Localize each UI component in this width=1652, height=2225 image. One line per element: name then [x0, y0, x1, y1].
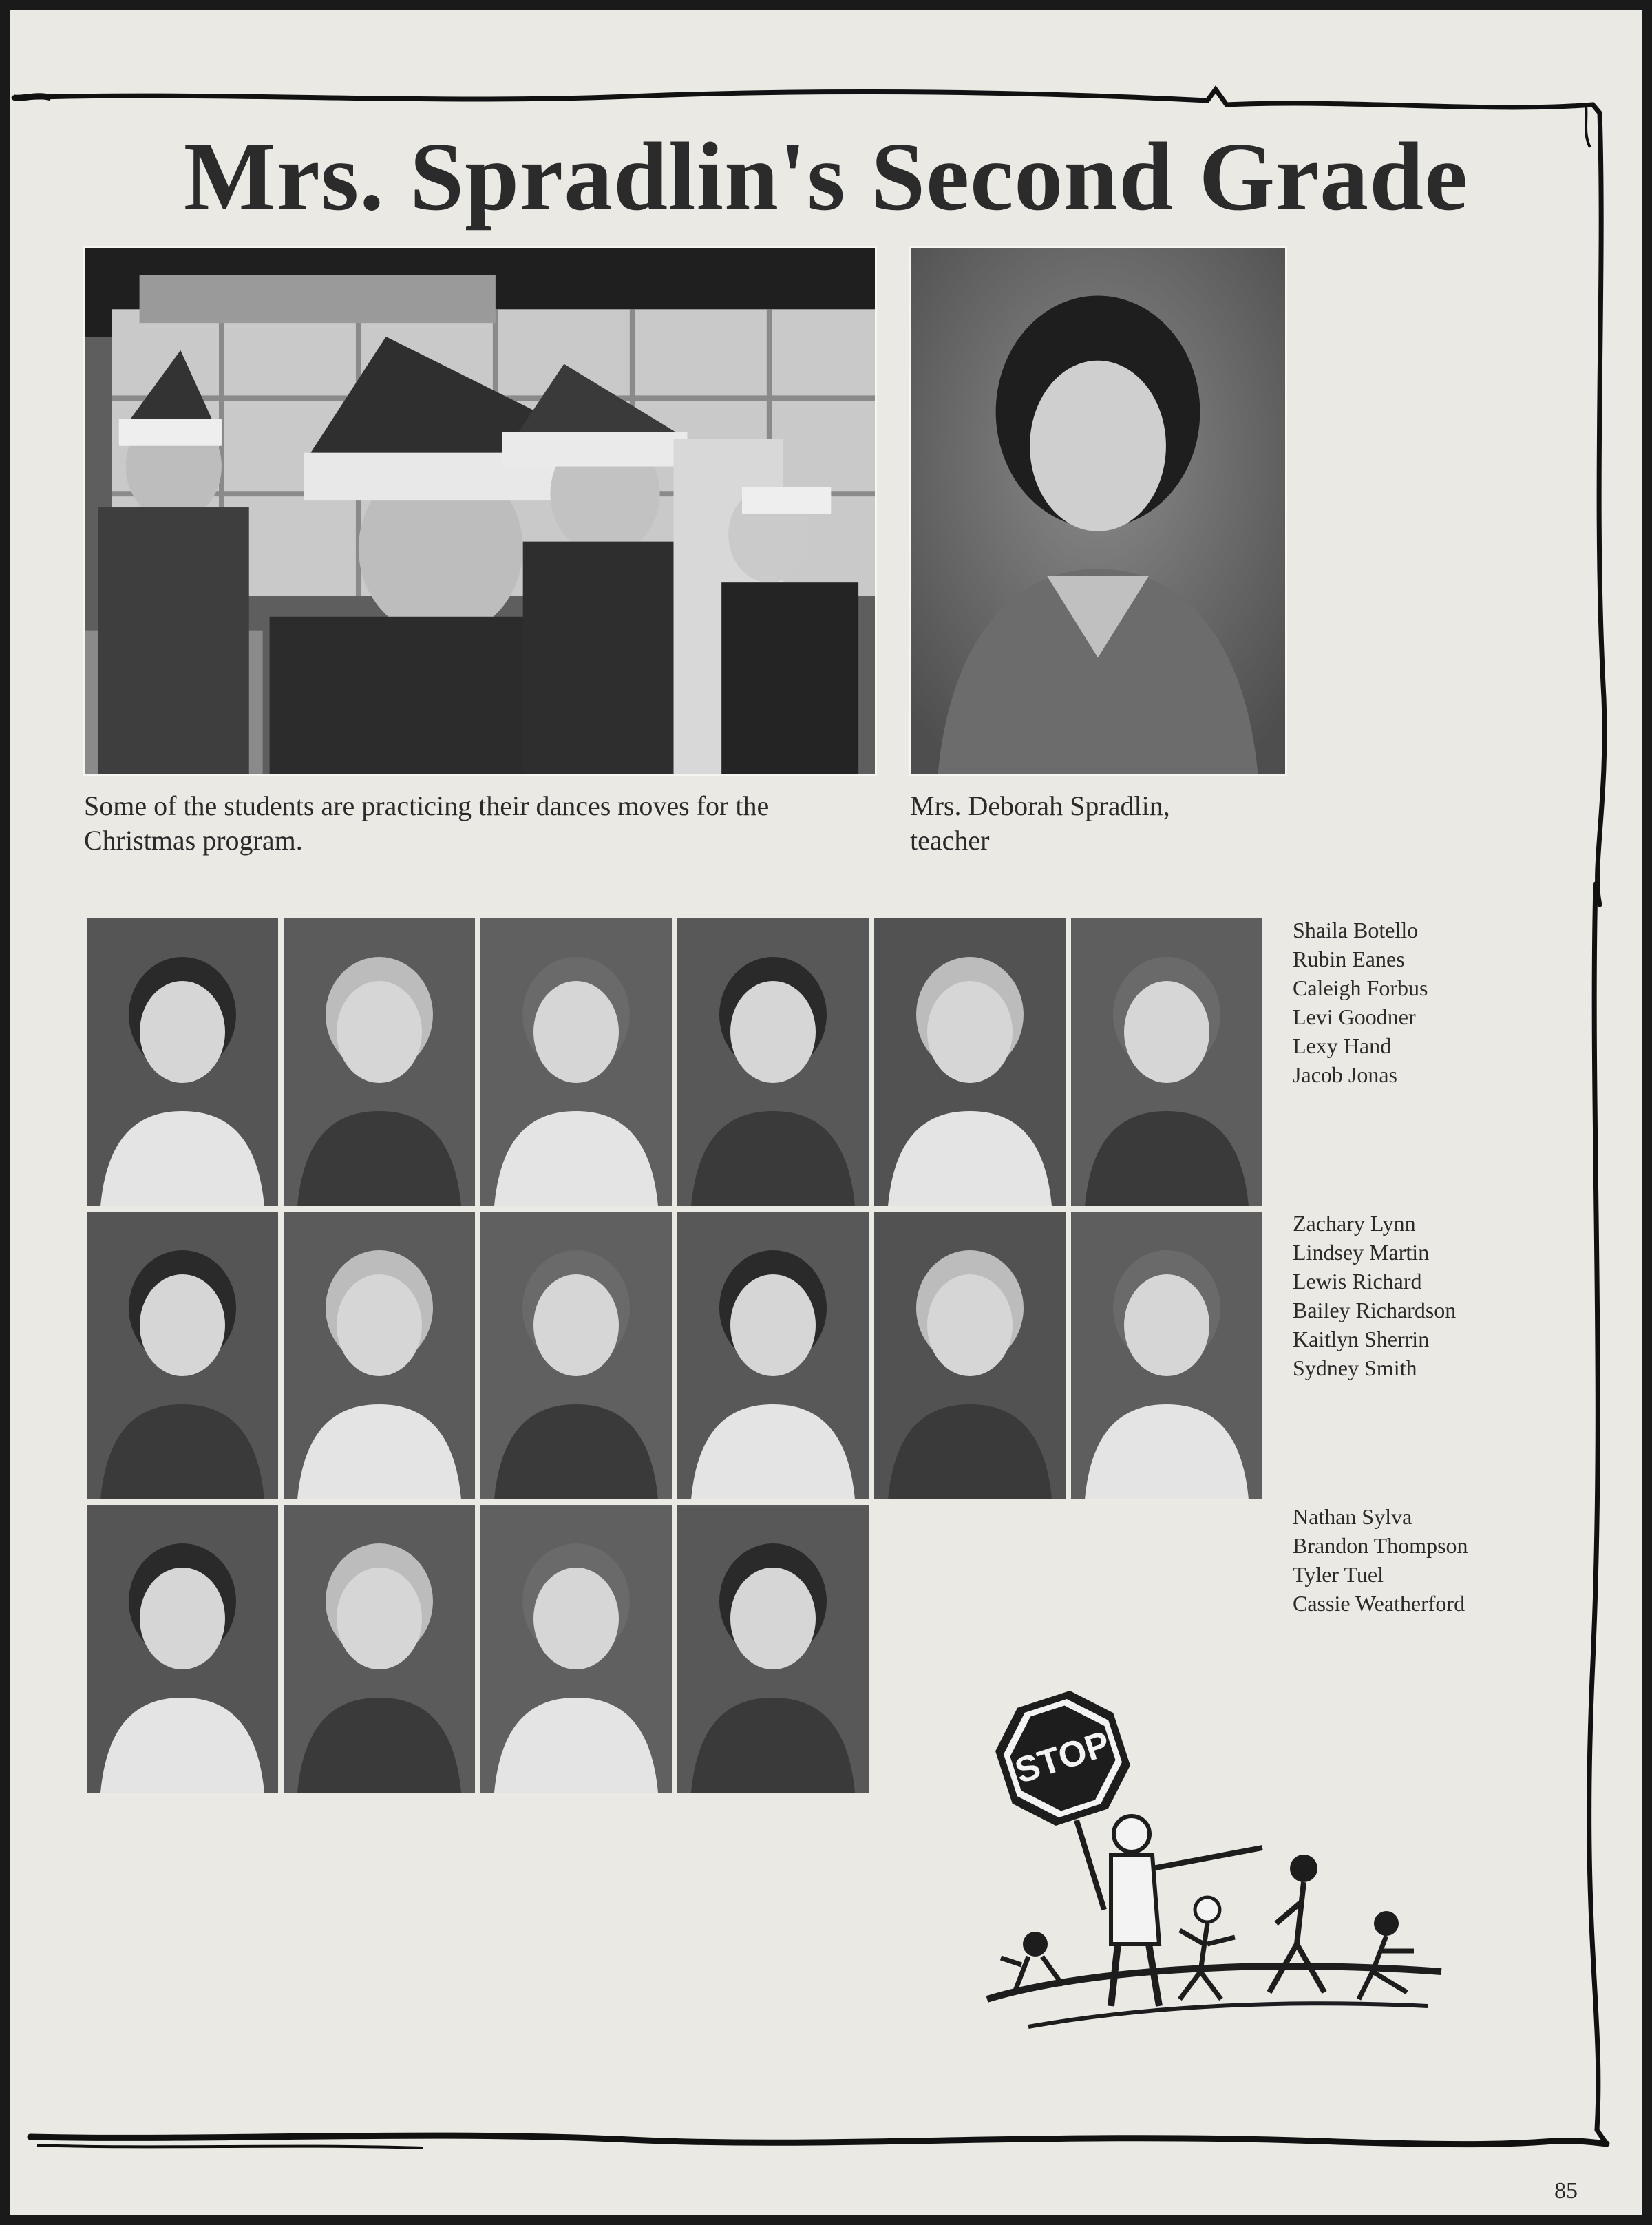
- student-name: Zachary Lynn: [1293, 1211, 1416, 1236]
- stop-sign-text: STOP: [1010, 1723, 1115, 1792]
- group-photo: [83, 246, 877, 776]
- student-portrait: [677, 1505, 869, 1793]
- page-number: 85: [1554, 2178, 1578, 2204]
- student-name: Caleigh Forbus: [1293, 976, 1428, 1000]
- student-name: Lindsey Martin: [1293, 1240, 1430, 1265]
- student-portrait: [284, 918, 475, 1206]
- student-name: Kaitlyn Sherrin: [1293, 1327, 1430, 1351]
- group-photo-caption: Some of the students are practicing their dances moves for the Christmas program.: [84, 790, 770, 856]
- student-portrait: [677, 1212, 869, 1499]
- student-name: Tyler Tuel: [1293, 1562, 1384, 1587]
- student-name: Lexy Hand: [1293, 1033, 1392, 1058]
- student-portrait: [1071, 918, 1262, 1206]
- student-portrait: [284, 1212, 475, 1499]
- student-portrait: [284, 1505, 475, 1793]
- student-portrait: [480, 918, 672, 1206]
- student-name: Levi Goodner: [1293, 1004, 1416, 1029]
- yearbook-page: [10, 10, 1642, 2215]
- student-name: Jacob Jonas: [1293, 1062, 1397, 1087]
- names-row-2: [1293, 1209, 1456, 1382]
- student-portrait: [874, 1212, 1066, 1499]
- student-portrait: [480, 1212, 672, 1499]
- student-name: Shaila Botello: [1293, 918, 1419, 942]
- crossing-guard-clipart: [973, 1683, 1455, 2041]
- student-portrait: [677, 918, 869, 1206]
- student-portrait: [87, 1505, 278, 1793]
- teacher-photo: [909, 246, 1287, 776]
- student-name: Bailey Richardson: [1293, 1298, 1457, 1322]
- student-name: Brandon Thompson: [1293, 1533, 1468, 1558]
- student-portrait: [1071, 1212, 1262, 1499]
- page-title: Mrs. Spradlin's Second Grade: [183, 122, 1469, 231]
- student-name: Sydney Smith: [1293, 1356, 1417, 1380]
- student-name: Lewis Richard: [1293, 1269, 1422, 1294]
- student-name: Nathan Sylva: [1293, 1504, 1412, 1529]
- student-portrait: [874, 918, 1066, 1206]
- student-portrait: [87, 918, 278, 1206]
- names-row-1: [1293, 916, 1428, 1089]
- student-name: Rubin Eanes: [1293, 947, 1405, 971]
- student-portrait: [480, 1505, 672, 1793]
- names-row-3: [1293, 1502, 1468, 1618]
- student-name: Cassie Weatherford: [1293, 1591, 1465, 1616]
- student-portrait: [87, 1212, 278, 1499]
- teacher-caption: Mrs. Deborah Spradlin, teacher: [910, 790, 1170, 856]
